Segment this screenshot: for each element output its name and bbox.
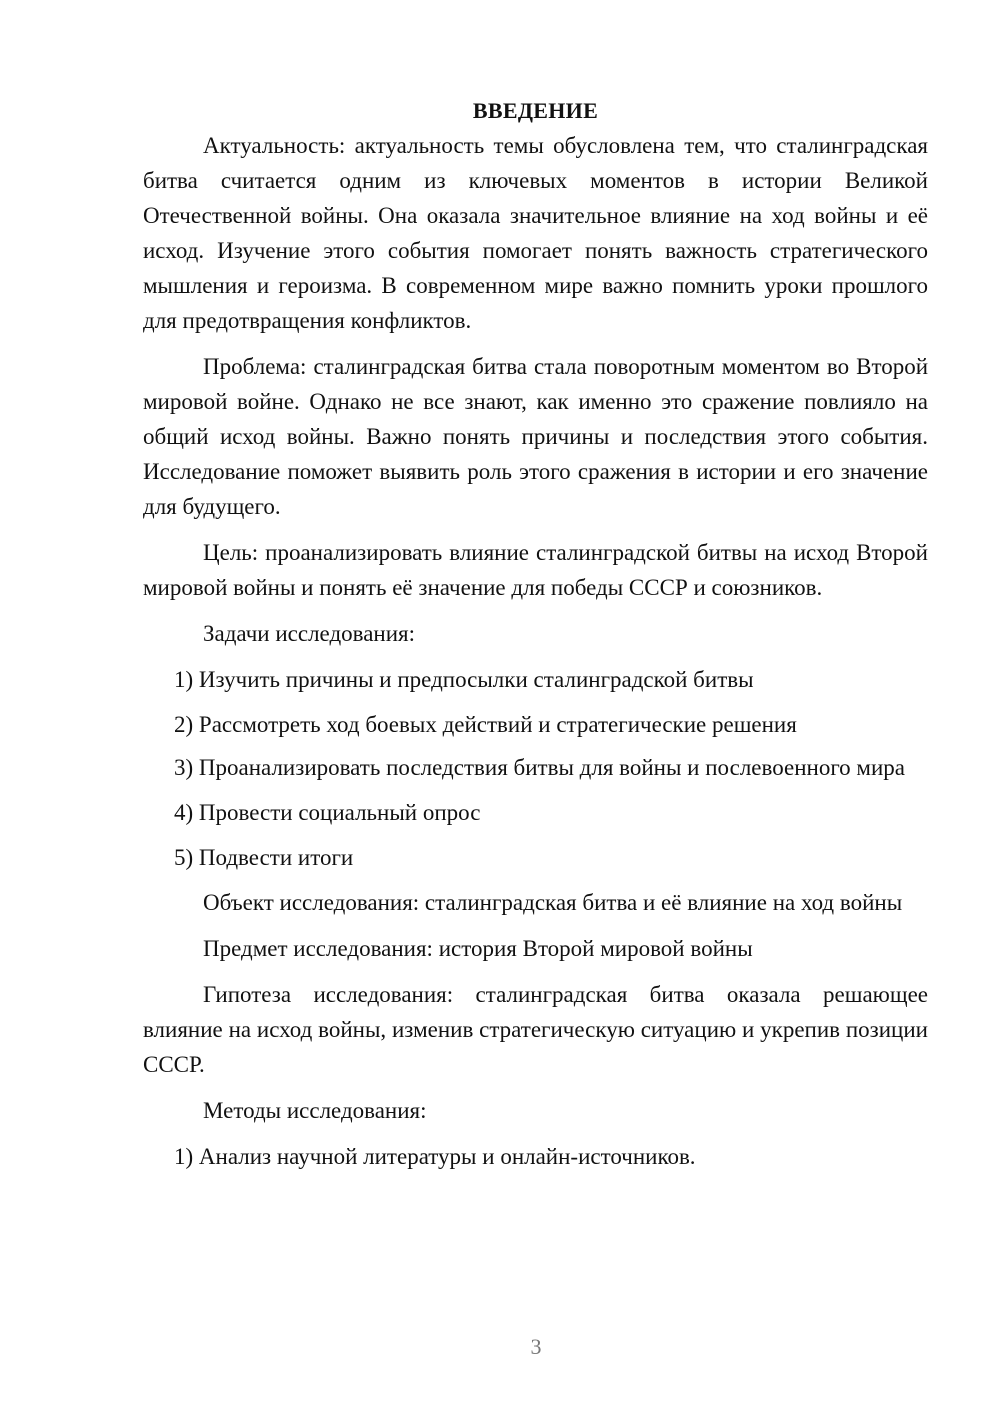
paragraph-problem: Проблема: сталинградская битва стала поворотным моментом во Второй мировой войне. Однако не все знают, как именно это сражение повлияло на общий исход войны. Важно понять причины и последствия этого события. Исследование поможет выявить роль этого сражения в истории и его значение для будущего. [143, 354, 928, 519]
paragraph-object: Объект исследования: сталинградская битва и её влияние на ход войны [203, 890, 903, 915]
section-title: ВВЕДЕНИЕ [472, 98, 599, 123]
task-item-3: 3) Проанализировать последствия битвы для войны и послевоенного мира [174, 755, 906, 780]
page-number: 3 [530, 1334, 542, 1359]
task-item-4: 4) Провести социальный опрос [174, 800, 481, 825]
task-item-2: 2) Рассмотреть ход боевых действий и стратегические решения [174, 712, 797, 737]
paragraph-hypothesis: Гипотеза исследования: сталинградская битва оказала решающее влияние на исход войны, изменив стратегическую ситуацию и укрепив позиции СССР. [143, 982, 928, 1077]
paragraph-goal: Цель: проанализировать влияние сталинградской битвы на исход Второй мировой войны и понять её значение для победы СССР и союзников. [143, 540, 928, 600]
methods-heading: Методы исследования: [203, 1098, 427, 1123]
task-item-5: 5) Подвести итоги [174, 845, 354, 870]
tasks-heading: Задачи исследования: [203, 621, 416, 646]
paragraph-relevance: Актуальность: актуальность темы обусловлена тем, что сталинградская битва считается одним из ключевых моментов в истории Великой Отечественной войны. Она оказала значительное влияние на ход войны и её исход. Изучение этого события помогает понять важность стратегического мышления и героизма. В современном мире важно помнить уроки прошлого для предотвращения конфликтов. [143, 133, 928, 333]
page-content [143, 95, 928, 1184]
task-item-1: 1) Изучить причины и предпосылки сталинградской битвы [174, 667, 754, 692]
paragraph-subject: Предмет исследования: история Второй мировой войны [203, 936, 753, 961]
method-item-1: 1) Анализ научной литературы и онлайн-источников. [174, 1144, 696, 1169]
